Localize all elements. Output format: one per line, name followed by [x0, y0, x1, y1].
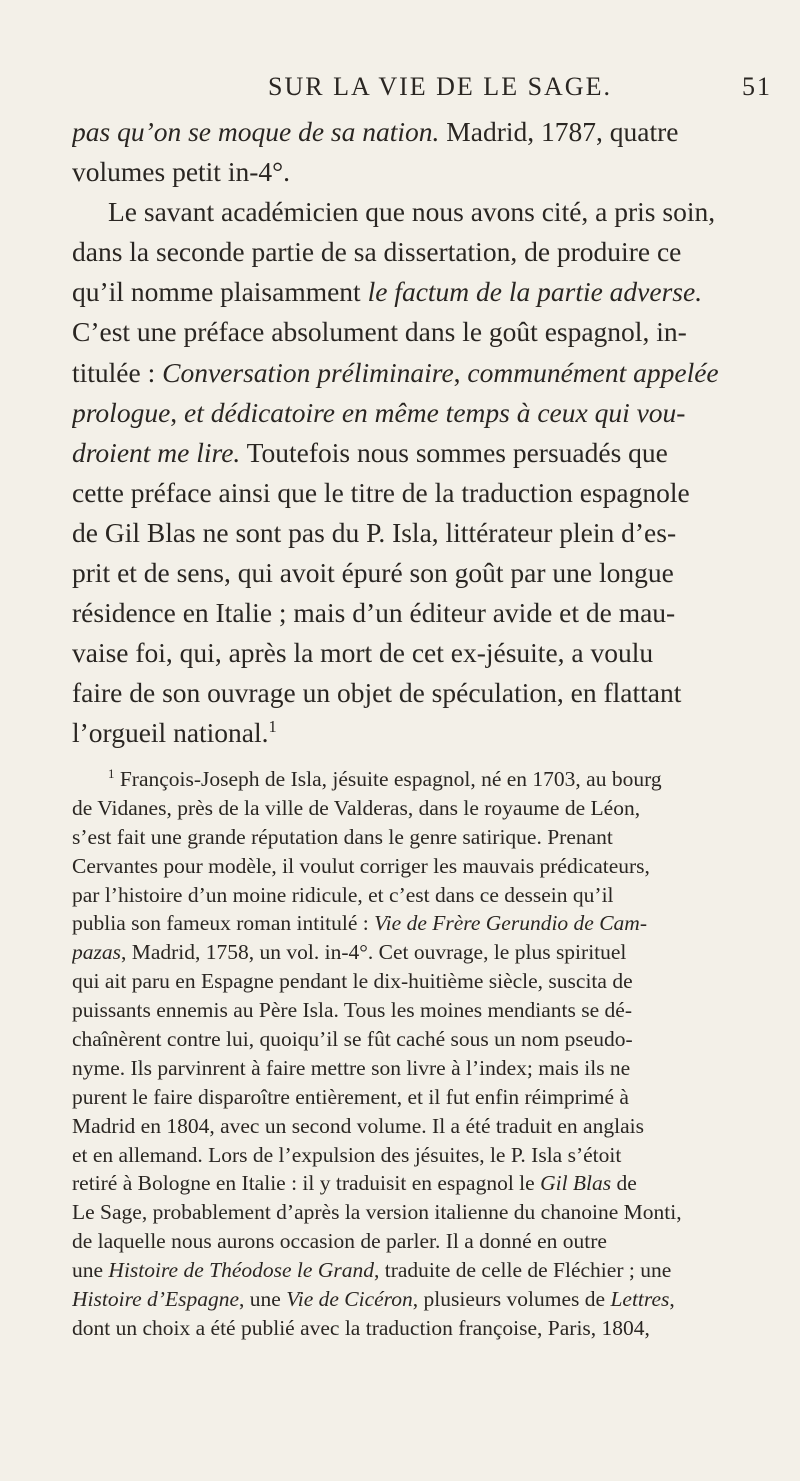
text-line [72, 393, 768, 433]
footnote [72, 765, 768, 1343]
text-run: dans la seconde partie de sa dissertation, de produire ce [72, 236, 682, 268]
text-run: Le Sage, probablement d’après la version italienne du chanoine Monti, [72, 1200, 682, 1225]
text-run: C’est une préface absolument dans le goût espagnol, in- [72, 316, 687, 348]
text-run: de Vidanes, près de la ville de Valderas, dans le royaume de Léon, [72, 795, 641, 820]
footnote-marker: 1 [108, 766, 115, 781]
text-run: , traduite de celle de Fléchier ; une [373, 1258, 672, 1283]
footnote-line [72, 1169, 768, 1198]
footnote-line [72, 1141, 768, 1170]
text-run: Le savant académicien que nous avons cité, a pris soin, [108, 196, 716, 228]
text-run: retiré à Bologne en Italie : il y traduisit en espagnol le [72, 1171, 541, 1196]
text-run: , [170, 396, 185, 428]
text-run: dont un choix a été publié avec la traduction françoise, Paris, 1804, [72, 1315, 650, 1340]
italic-text: le factum de la partie adverse. [367, 276, 703, 308]
text-run: publia son fameux roman intitulé : [72, 911, 375, 936]
footnote-line [72, 765, 768, 794]
text-run: l’orgueil national. [72, 717, 269, 749]
italic-text: et dédicatoire en même temps à ceux qui vou- [184, 396, 686, 428]
text-run: de Gil Blas ne sont pas du P. Isla, littérateur plein d’es- [72, 516, 677, 548]
footnote-line [72, 823, 768, 852]
italic-text: pas qu’on se moque de sa nation. [72, 116, 440, 147]
text-run: de laquelle nous aurons occasion de parler. Il a donné en outre [72, 1229, 607, 1254]
text-run: prit et de sens, qui avoit épuré son goût par une longue [72, 557, 674, 589]
text-line [72, 713, 768, 753]
text-run: , [453, 356, 468, 388]
footnote-line [72, 909, 768, 938]
text-line [72, 232, 768, 272]
text-line [72, 152, 768, 192]
text-line [72, 192, 768, 232]
footnote-line [72, 1083, 768, 1112]
text-line [72, 272, 768, 312]
italic-text: Vie de Frère Gerundio de Cam- [374, 911, 647, 936]
italic-text: Lettres [610, 1287, 670, 1312]
footnote-line [72, 1054, 768, 1083]
italic-text: droient me lire. [72, 436, 241, 468]
body-text [72, 112, 768, 754]
text-run: François-Joseph de Isla, jésuite espagnol, né en 1703, au bourg [114, 767, 662, 791]
text-line [72, 473, 768, 513]
text-run: faire de son ouvrage un objet de spéculation, en flattant [72, 677, 682, 709]
italic-text: pazas [72, 940, 121, 965]
text-run: par l’histoire d’un moine ridicule, et c’est dans ce dessein qu’il [72, 882, 614, 907]
text-run: résidence en Italie ; mais d’un éditeur avide et de mau- [72, 597, 676, 629]
text-run: volumes petit in-4°. [72, 156, 290, 188]
italic-text: Histoire d’Espagne [72, 1287, 240, 1312]
text-line [72, 633, 768, 673]
text-run: chaînèrent contre lui, quoiqu’il se fût caché sous un nom pseudo- [72, 1027, 633, 1052]
footnote-line [72, 967, 768, 996]
text-run: Cervantes pour modèle, il voulut corriger les mauvais prédicateurs, [72, 853, 650, 878]
text-run: une [72, 1258, 109, 1283]
footnote-line [72, 881, 768, 910]
page-header [268, 72, 772, 108]
page-number: 51 [742, 72, 772, 101]
text-line [72, 433, 768, 473]
footnote-line [72, 1198, 768, 1227]
text-run: vaise foi, qui, après la mort de cet ex-jésuite, a voulu [72, 637, 654, 669]
italic-text: communément appelée [467, 356, 719, 388]
footnote-line [72, 852, 768, 881]
text-run: purent le faire disparoître entièrement, et il fut enfin réimprimé à [72, 1084, 629, 1109]
text-run: s’est fait une grande réputation dans le genre satirique. Prenant [72, 824, 613, 849]
footnote-line [72, 1112, 768, 1141]
footnote-line [72, 1256, 768, 1285]
italic-text: Histoire de Théodose le Grand [108, 1258, 374, 1283]
text-run: qu’il nomme plaisamment [72, 276, 368, 308]
text-line [72, 593, 768, 633]
text-line [72, 553, 768, 593]
footnote-line [72, 1285, 768, 1314]
italic-text: Gil Blas [540, 1171, 612, 1196]
footnote-line [72, 794, 768, 823]
text-run: titulée : [72, 356, 163, 388]
text-line [72, 673, 768, 713]
footnote-line [72, 1025, 768, 1054]
text-run: nyme. Ils parvinrent à faire mettre son livre à l’index; mais ils ne [72, 1055, 631, 1080]
footnote-line [72, 1314, 768, 1343]
text-run: , Madrid, 1758, un vol. in-4°. Cet ouvrage, le plus spirituel [120, 940, 627, 965]
text-run: , [669, 1287, 675, 1312]
footnote-marker: 1 [268, 717, 277, 737]
text-line [72, 353, 768, 393]
text-line [72, 513, 768, 553]
footnote-line [72, 996, 768, 1025]
text-run: Madrid, 1787, quatre [439, 116, 679, 147]
text-run: qui ait paru en Espagne pendant le dix-huitième siècle, suscita de [72, 969, 633, 994]
italic-text: Vie de Cicéron [286, 1287, 413, 1312]
text-run: Madrid en 1804, avec un second volume. Il a été traduit en anglais [72, 1113, 644, 1138]
footnote-line [72, 1227, 768, 1256]
italic-text: prologue [72, 396, 171, 428]
text-run: Toutefois nous sommes persuadés que [240, 436, 668, 468]
text-line [72, 112, 768, 152]
text-run: de [611, 1171, 637, 1196]
text-line [72, 312, 768, 352]
text-run: , une [239, 1287, 287, 1312]
text-run: puissants ennemis au Père Isla. Tous les moines mendiants se dé- [72, 998, 632, 1023]
italic-text: Conversation préliminaire [162, 356, 454, 388]
text-run: cette préface ainsi que le titre de la traduction espagnole [72, 476, 690, 508]
running-head: SUR LA VIE DE LE SAGE. [268, 72, 612, 101]
text-run: et en allemand. Lors de l’expulsion des jésuites, le P. Isla s’étoit [72, 1142, 622, 1167]
footnote-line [72, 938, 768, 967]
text-run: , plusieurs volumes de [412, 1287, 611, 1312]
